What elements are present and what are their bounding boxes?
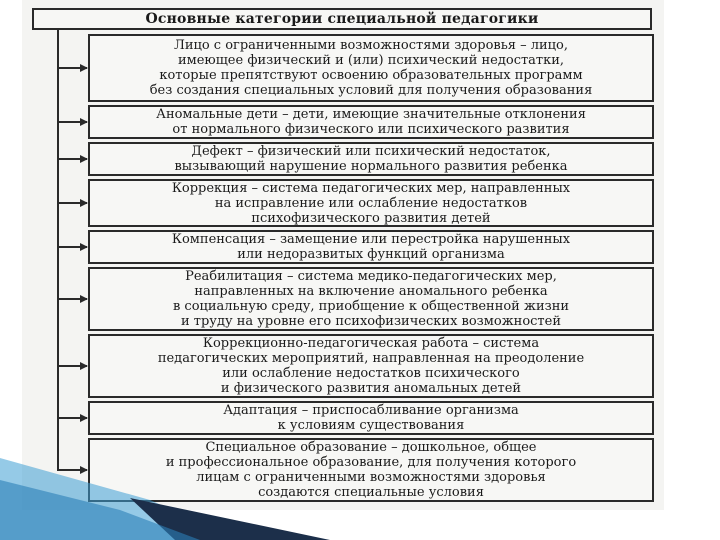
diagram-title-text: Основные категории специальной педагогики [145,11,539,27]
category-text: Коррекция – система педагогических мер, направленных на исправление или ослабление недостатков психофизического развития детей [171,180,571,226]
category-text: Адаптация – приспосабливание организма к условиям существования [223,403,519,433]
category-box-limited-abilities [88,34,654,102]
vertical-connector [57,30,59,470]
arrow-head [80,414,88,422]
category-box-rehabilitation [88,267,654,331]
category-box-adaptation [88,401,654,435]
arrow-head [80,243,88,251]
category-box-defect [88,142,654,176]
category-text: Специальное образование – дошкольное, общее и профессиональное образование, для получения которого лицам с ограниченными возможностями здоровья создаются специальные условия [165,440,577,500]
corner-decoration [0,440,720,540]
category-box-compensation [88,230,654,264]
arrow-head [80,118,88,126]
category-box-correction [88,179,654,227]
category-text: Реабилитация – система медико-педагогических мер, направленных на включение аномального ребенка в социальную среду, приобщение к общественной жизни и труду на уровне его психофизических возможностей [172,269,570,329]
category-text: Аномальные дети – дети, имеющие значительные отклонения от нормального физического или психического развития [156,107,586,137]
category-box-correctional-work [88,334,654,398]
category-text: Лицо с ограниченными возможностями здоровья – лицо, имеющее физический и (или) психический недостатки, которые препятствуют освоению образовательных программ без создания специальных условий для получения образования [149,38,593,98]
arrow-head [80,64,88,72]
category-box-anomalous-children [88,105,654,139]
arrow-head [80,362,88,370]
category-text: Компенсация – замещение или перестройка нарушенных или недоразвитых функций организма [171,232,571,262]
diagram-title [32,8,652,30]
category-text: Коррекционно-педагогическая работа – система педагогических мероприятий, направленная на преодоление или ослабление недостатков психического и физического развития аномальных детей [157,336,585,396]
arrow-head [80,295,88,303]
arrow-head [80,199,88,207]
arrow-head [80,155,88,163]
category-text: Дефект – физический или психический недостаток, вызывающий нарушение нормального развития ребенка [174,144,568,174]
